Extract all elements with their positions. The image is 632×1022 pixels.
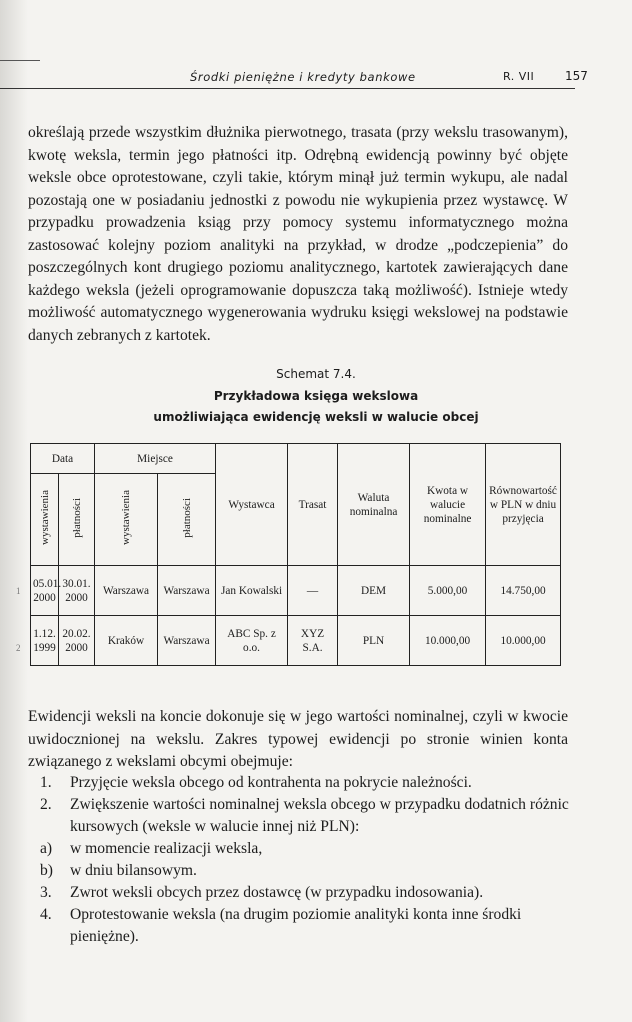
header-date-payment bbox=[59, 474, 95, 566]
table-row bbox=[31, 566, 561, 616]
header-currency: Waluta nominalna bbox=[338, 444, 410, 566]
list-item bbox=[40, 882, 572, 904]
cell-drawee: XYZ S.A. bbox=[288, 616, 338, 666]
header-place-payment bbox=[158, 474, 216, 566]
list-subitem-letter: a) bbox=[40, 840, 53, 857]
list-item-number: 1. bbox=[40, 774, 52, 791]
cell-drawer: ABC Sp. z o.o. bbox=[216, 616, 288, 666]
cell-pln: 14.750,00 bbox=[486, 566, 561, 616]
cell-date-issue: 05.01. 2000 bbox=[31, 566, 59, 616]
list-item-text: Oprotestowanie weksla (na drugim poziomie analityki konta inne środki pieniężne). bbox=[70, 906, 522, 945]
list-item-text: Zwiększenie wartości nominalnej weksla obcego w przypadku dodatnich różnic kursowych (weksle w walucie innej niż PLN): bbox=[70, 796, 569, 835]
header-date-payment-text: płatności bbox=[70, 497, 83, 538]
list-item-text: Zwrot weksli obcych przez dostawcę (w przypadku indosowania). bbox=[70, 884, 484, 901]
header-pln-equivalent: Równowartość w PLN w dniu przyjęcia bbox=[486, 444, 561, 566]
list-item-number: 2. bbox=[40, 796, 52, 813]
cell-currency: PLN bbox=[338, 616, 410, 666]
page-number: 157 bbox=[565, 69, 588, 83]
schema-label: Schemat 7.4. bbox=[276, 367, 356, 381]
page-binding-shadow bbox=[0, 0, 28, 1022]
cell-drawer: Jan Kowalski bbox=[216, 566, 288, 616]
schema-title-line-1: Przykładowa księga wekslowa bbox=[213, 389, 419, 403]
list-subitem bbox=[40, 838, 572, 860]
debit-entries-list bbox=[40, 772, 572, 948]
list-subitem-text: w dniu bilansowym. bbox=[70, 862, 197, 879]
cell-place-issue: Warszawa bbox=[95, 566, 158, 616]
cell-drawee: — bbox=[288, 566, 338, 616]
cell-place-issue: Kraków bbox=[95, 616, 158, 666]
chapter-label: R. VII bbox=[503, 70, 535, 83]
list-item bbox=[40, 772, 572, 794]
row-number-2: 2 bbox=[16, 643, 21, 653]
cell-pln: 10.000,00 bbox=[486, 616, 561, 666]
cell-currency: DEM bbox=[338, 566, 410, 616]
row-number-1: 1 bbox=[16, 586, 21, 596]
cell-place-payment: Warszawa bbox=[158, 566, 216, 616]
cell-date-issue: 1.12. 1999 bbox=[31, 616, 59, 666]
table-row bbox=[31, 616, 561, 666]
running-title: Środki pieniężne i kredyty bankowe bbox=[190, 70, 416, 84]
cell-amount: 10.000,00 bbox=[410, 616, 486, 666]
header-drawer: Wystawca bbox=[216, 444, 288, 566]
intro-paragraph: określają przede wszystkim dłużnika pierwotnego, trasata (przy wekslu trasowanym), kwotę weksla, termin jego płatności itp. Odrębną ewidencją powinny być objęte weksle obce oprotestowane, czyli takie, którym minął już termin wykupu, ale nadal pozostają one w posiadaniu jednostki z powodu nie wykupienia przez wystawcę. W przypadku prowadzenia ksiąg przy pomocy systemu informatycznego można zastosować kolejny poziom analityki na przykład, w drodze „podczepienia” do poszczególnych kont drugiego poziomu analitycznego, kartotek zawierających dane każdego weksla (jeżeli oprogramowanie dopuszcza taką możliwość). Istnieje wtedy możliwość automatycznego wygenerowania wydruku księgi wekslowej na podstawie danych zebranych z kartotek. bbox=[28, 124, 568, 344]
list-item-text: Przyjęcie weksla obcego od kontrahenta na pokrycie należności. bbox=[70, 774, 472, 791]
second-paragraph: Ewidencji weksli na koncie dokonuje się w jego wartości nominalnej, czyli w kwocie uwidocznionej na wekslu. Zakres typowej ewidencji po stronie winien konta związanego z wekslami obcymi obejmuje: bbox=[28, 708, 568, 770]
header-place-payment-text: płatności bbox=[180, 497, 193, 538]
header-place-group: Miejsce bbox=[95, 444, 216, 474]
header-drawee: Trasat bbox=[288, 444, 338, 566]
header-rule bbox=[0, 88, 575, 89]
cell-amount: 5.000,00 bbox=[410, 566, 486, 616]
list-item-number: 3. bbox=[40, 884, 52, 901]
bill-ledger-table bbox=[30, 443, 561, 666]
header-place-issue bbox=[95, 474, 158, 566]
schema-title-line-2: umożliwiająca ewidencję weksli w walucie obcej bbox=[153, 410, 479, 424]
header-corner-mark bbox=[0, 60, 40, 61]
list-subitem-text: w momencie realizacji weksla, bbox=[70, 840, 263, 857]
header-date-issue-text: wystawienia bbox=[38, 490, 51, 545]
header-amount: Kwota w walucie nominalne bbox=[410, 444, 486, 566]
header-place-issue-text: wystawienia bbox=[120, 490, 133, 545]
header-date-group: Data bbox=[31, 444, 95, 474]
header-date-issue bbox=[31, 474, 59, 566]
list-item bbox=[40, 904, 572, 948]
list-subitem-letter: b) bbox=[40, 862, 53, 879]
cell-date-payment: 20.02. 2000 bbox=[59, 616, 95, 666]
page-header bbox=[0, 60, 600, 90]
schema-title bbox=[0, 386, 632, 428]
list-item bbox=[40, 794, 572, 838]
list-item-number: 4. bbox=[40, 906, 52, 923]
cell-date-payment: 30.01. 2000 bbox=[59, 566, 95, 616]
list-subitem bbox=[40, 860, 572, 882]
cell-place-payment: Warszawa bbox=[158, 616, 216, 666]
